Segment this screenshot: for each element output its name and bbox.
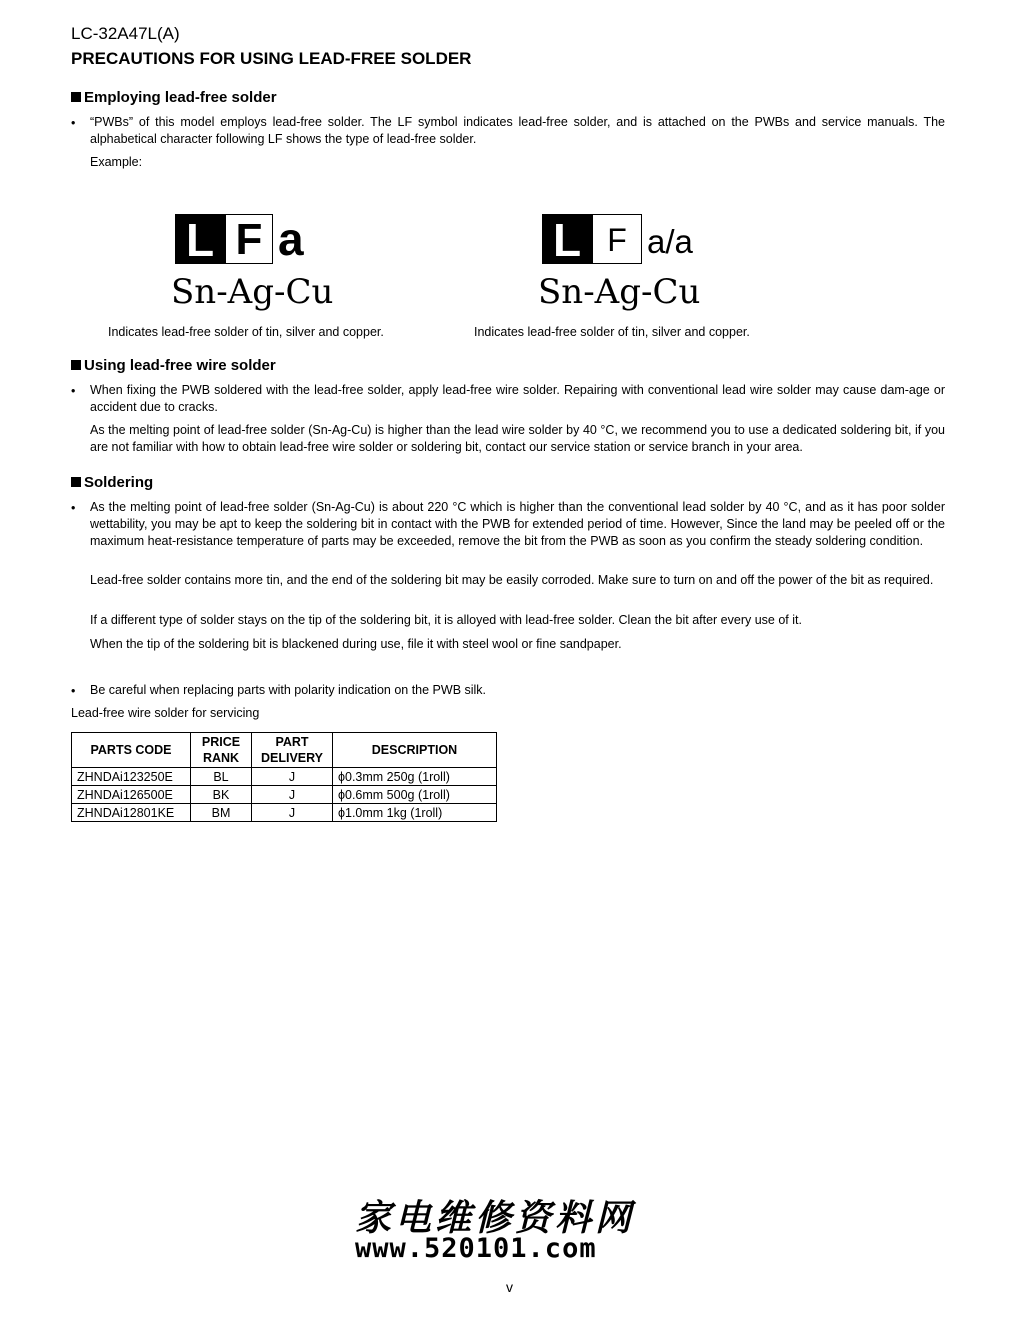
lf-symbol-logo bbox=[175, 214, 315, 264]
cell-parts-code: ZHNDAi123250E bbox=[72, 768, 191, 786]
symbol-caption: Indicates lead-free solder of tin, silver and copper. bbox=[108, 325, 384, 339]
header-price-rank bbox=[191, 733, 252, 768]
table-header-row bbox=[72, 733, 497, 768]
watermark-chinese: 家电维修资料网 bbox=[355, 1197, 636, 1239]
model-number: LC-32A47L(A) bbox=[71, 24, 180, 43]
paragraph: When fixing the PWB soldered with the lead-free solder, apply lead-free wire solder. Repairing with conventional lead wire solder may cause dam-age or accident due to cracks. bbox=[90, 383, 945, 414]
lf-symbol-l: L bbox=[175, 214, 225, 264]
header-parts-code: PARTS CODE bbox=[72, 733, 191, 768]
header-line: PART bbox=[275, 735, 309, 749]
lf-symbol-suffix: a bbox=[278, 213, 304, 265]
cell-part-delivery: J bbox=[252, 804, 333, 822]
section-heading-employing bbox=[71, 89, 277, 106]
section-heading-wire-solder bbox=[71, 357, 276, 374]
table-row bbox=[72, 786, 497, 804]
cell-parts-code: ZHNDAi12801KE bbox=[72, 804, 191, 822]
header-line: DELIVERY bbox=[260, 751, 324, 765]
header-part-delivery bbox=[252, 733, 333, 768]
cell-description: ϕ0.6mm 500g (1roll) bbox=[333, 786, 497, 804]
lf-symbol-f: F bbox=[225, 214, 273, 264]
paragraph: If a different type of solder stays on the tip of the soldering bit, it is alloyed with lead-free solder. Clean the bit after every use of it. bbox=[90, 613, 802, 627]
paragraph: As the melting point of lead-free solder (Sn-Ag-Cu) is higher than the lead wire solder by 40 °C, we recommend you to use a dedicated soldering bit, if you are not familiar with how to obtain lead-free wire solder or soldering bit, contact our service station or service branch in your area. bbox=[90, 423, 945, 454]
cell-description: ϕ1.0mm 1kg (1roll) bbox=[333, 804, 497, 822]
bullet-icon: • bbox=[71, 684, 76, 698]
section-heading-text: Soldering bbox=[84, 474, 154, 491]
cell-parts-code: ZHNDAi126500E bbox=[72, 786, 191, 804]
page-number: v bbox=[506, 1279, 513, 1295]
example-label: Example: bbox=[90, 155, 143, 169]
alloy-label: Sn-Ag-Cu bbox=[171, 272, 334, 312]
header-line: PRICE bbox=[201, 735, 241, 749]
alloy-label: Sn-Ag-Cu bbox=[538, 272, 701, 312]
table-row bbox=[72, 804, 497, 822]
paragraph: “PWBs” of this model employs lead-free solder. The LF symbol indicates lead-free solder, and is attached on the PWBs and service manuals. The alphabetical character following LF shows the type of lead-free solder. bbox=[90, 115, 945, 146]
cell-description: ϕ0.3mm 250g (1roll) bbox=[333, 768, 497, 786]
parts-table bbox=[71, 732, 497, 822]
symbol-caption: Indicates lead-free solder of tin, silver and copper. bbox=[474, 325, 750, 339]
table-row bbox=[72, 768, 497, 786]
square-bullet-icon bbox=[71, 477, 81, 487]
square-bullet-icon bbox=[71, 360, 81, 370]
watermark-url: www.520101.com bbox=[355, 1233, 597, 1264]
cell-part-delivery: J bbox=[252, 786, 333, 804]
lf-symbol-logo bbox=[542, 214, 702, 264]
page-title: PRECAUTIONS FOR USING LEAD-FREE SOLDER bbox=[71, 49, 472, 68]
paragraph: As the melting point of lead-free solder (Sn-Ag-Cu) is about 220 °C which is higher than the conventional lead solder by 40 °C, and as it has poor solder wettability, you may be apt to keep the soldering bit in contact with the PWB for extended period of time. However, Since the land may be peeled off or the maximum heat-resistance temperature of parts may be exceeded, remove the bit from the PWB as soon as you confirm the steady soldering condition. bbox=[90, 500, 945, 548]
paragraph: When the tip of the soldering bit is blackened during use, file it with steel wool or fine sandpaper. bbox=[90, 637, 622, 651]
header-description: DESCRIPTION bbox=[333, 733, 497, 768]
cell-price-rank: BL bbox=[191, 768, 252, 786]
bullet-icon: • bbox=[71, 384, 76, 398]
lf-symbol-l: L bbox=[542, 214, 592, 264]
bullet-icon: • bbox=[71, 116, 76, 130]
section-heading-text: Using lead-free wire solder bbox=[84, 357, 276, 374]
square-bullet-icon bbox=[71, 92, 81, 102]
lf-symbol-suffix: a/a bbox=[647, 223, 693, 260]
bullet-icon: • bbox=[71, 501, 76, 515]
cell-part-delivery: J bbox=[252, 768, 333, 786]
section-heading-soldering bbox=[71, 474, 153, 491]
section-heading-text: Employing lead-free solder bbox=[84, 89, 277, 106]
table-caption: Lead-free wire solder for servicing bbox=[71, 706, 260, 720]
lf-symbol-f: F bbox=[592, 214, 642, 264]
header-line: RANK bbox=[202, 751, 240, 765]
cell-price-rank: BK bbox=[191, 786, 252, 804]
polarity-note: Be careful when replacing parts with polarity indication on the PWB silk. bbox=[90, 683, 487, 697]
cell-price-rank: BM bbox=[191, 804, 252, 822]
paragraph: Lead-free solder contains more tin, and the end of the soldering bit may be easily corroded. Make sure to turn on and off the power of the bit as required. bbox=[90, 573, 934, 587]
